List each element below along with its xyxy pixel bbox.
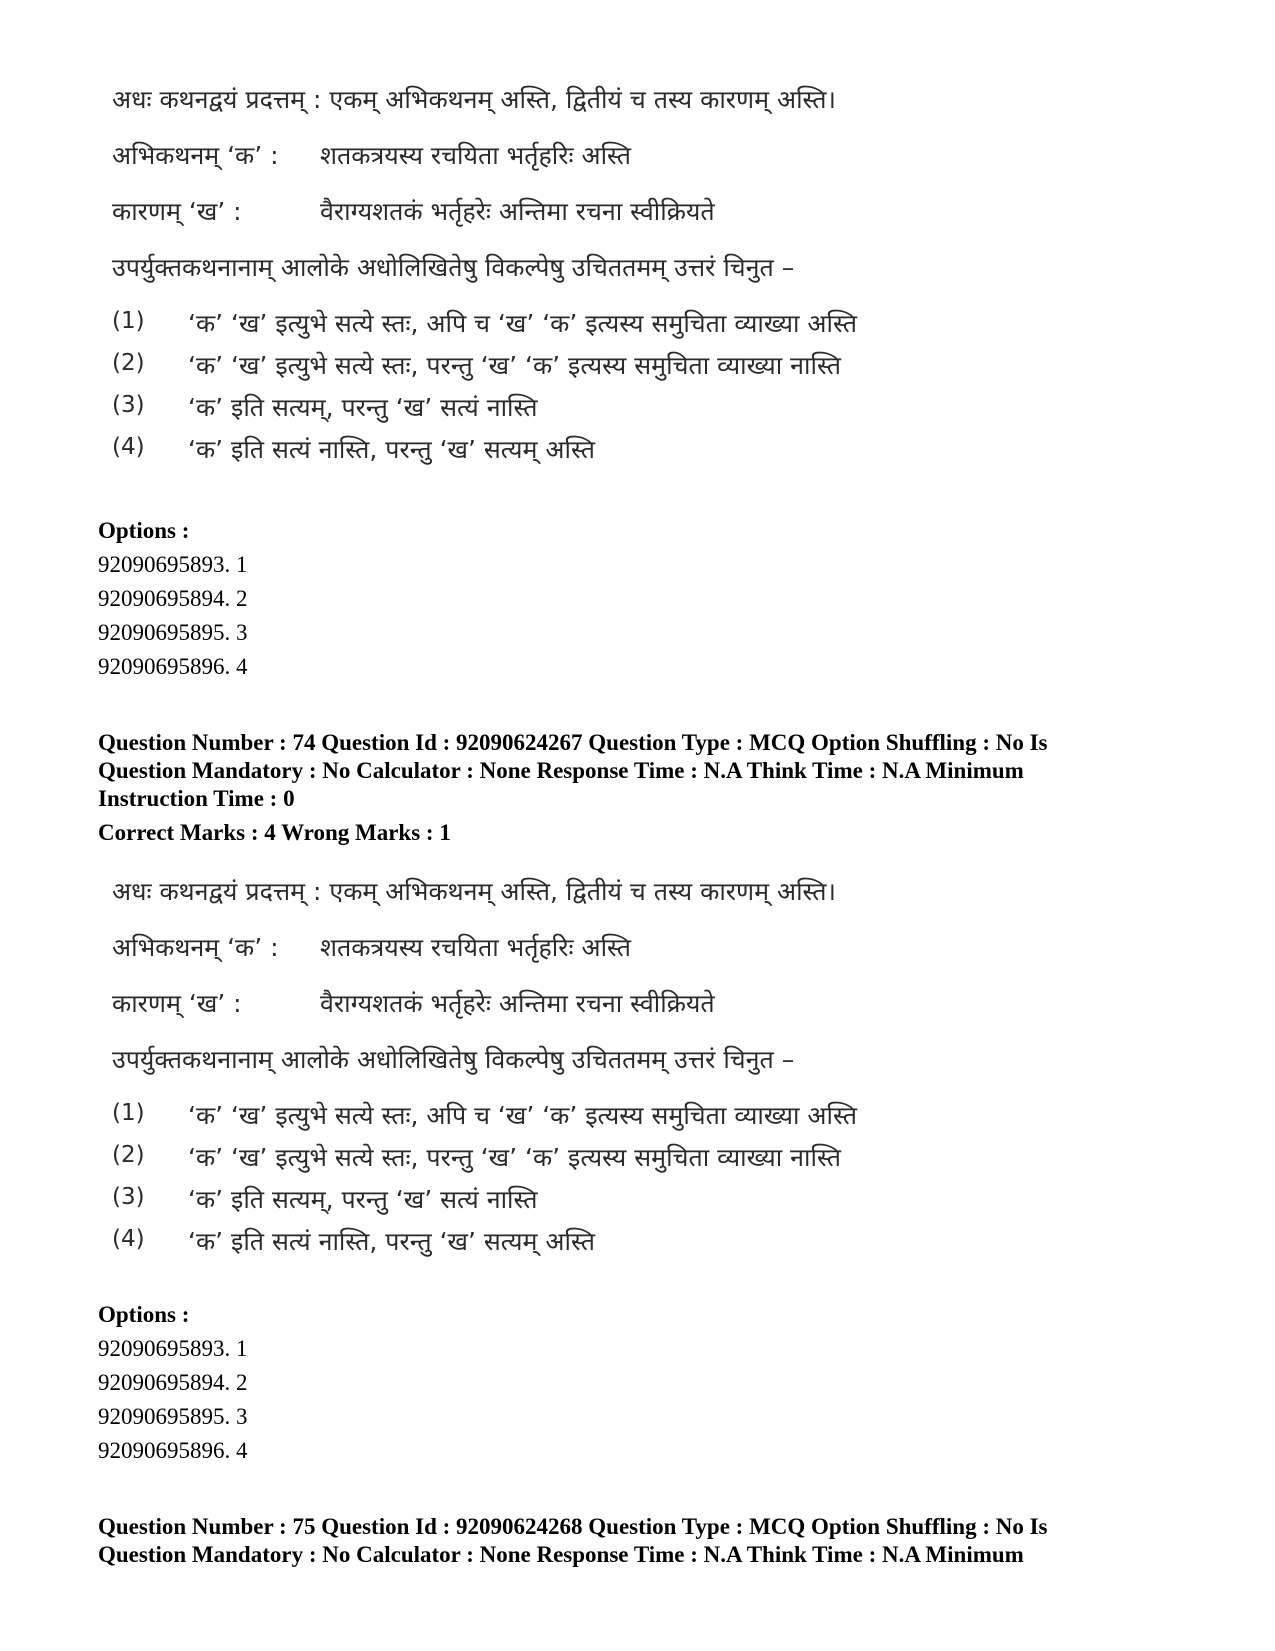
choice-text: ‘क’ इति सत्यं नास्ति, परन्तु ‘ख’ सत्यम् अस्ति	[188, 1227, 595, 1256]
choice-text: ‘क’ इति सत्यम्, परन्तु ‘ख’ सत्यं नास्ति	[188, 1185, 538, 1214]
choice-number: (3)	[112, 1184, 145, 1210]
question-marks: Correct Marks : 4 Wrong Marks : 1	[98, 820, 451, 845]
choice-number: (2)	[112, 350, 145, 376]
option-item: 92090695895. 3	[98, 1404, 248, 1429]
choice-number: (3)	[112, 392, 145, 418]
option-item: 92090695894. 2	[98, 1370, 248, 1395]
question-meta-line: Question Number : 74 Question Id : 92090624267 Question Type : MCQ Option Shuffling : No Is	[98, 730, 1048, 755]
reason-label: कारणम् ‘ख’ :	[112, 989, 242, 1018]
option-item: 92090695895. 3	[98, 620, 248, 645]
reason-text: वैराग्यशतकं भर्तृहरेः अन्तिमा रचना स्वीक्रियते	[320, 197, 715, 226]
question-intro: अधः कथनद्वयं प्रदत्तम् : एकम् अभिकथनम् अस्ति, द्वितीयं च तस्य कारणम् अस्ति।	[112, 85, 837, 114]
choice-number: (1)	[112, 308, 145, 334]
options-heading: Options :	[98, 518, 190, 543]
choice-number: (1)	[112, 1100, 145, 1126]
option-item: 92090695896. 4	[98, 654, 248, 679]
question-meta-line: Question Number : 75 Question Id : 92090624268 Question Type : MCQ Option Shuffling : No Is	[98, 1514, 1048, 1539]
option-item: 92090695893. 1	[98, 1336, 248, 1361]
choice-text: ‘क’ ‘ख’ इत्युभे सत्ये स्तः, परन्तु ‘ख’ ‘क’ इत्यस्य समुचिता व्याख्या नास्ति	[188, 351, 841, 380]
assertion-text: शतकत्रयस्य रचयिता भर्तृहरिः अस्ति	[320, 141, 632, 170]
question-meta-line: Question Mandatory : No Calculator : None Response Time : N.A Think Time : N.A Minimum	[98, 758, 1024, 783]
assertion-label: अभिकथनम् ‘क’ :	[112, 933, 279, 962]
choice-text: ‘क’ ‘ख’ इत्युभे सत्ये स्तः, अपि च ‘ख’ ‘क’ इत्यस्य समुचिता व्याख्या अस्ति	[188, 309, 857, 338]
option-item: 92090695893. 1	[98, 552, 248, 577]
assertion-text: शतकत्रयस्य रचयिता भर्तृहरिः अस्ति	[320, 933, 632, 962]
reason-text: वैराग्यशतकं भर्तृहरेः अन्तिमा रचना स्वीक्रियते	[320, 989, 715, 1018]
question-meta-line: Question Mandatory : No Calculator : None Response Time : N.A Think Time : N.A Minimum	[98, 1542, 1024, 1567]
choice-number: (4)	[112, 434, 145, 460]
assertion-label: अभिकथनम् ‘क’ :	[112, 141, 279, 170]
choice-text: ‘क’ इति सत्यं नास्ति, परन्तु ‘ख’ सत्यम् अस्ति	[188, 435, 595, 464]
option-item: 92090695894. 2	[98, 586, 248, 611]
question-image-2	[112, 874, 972, 1274]
choice-text: ‘क’ ‘ख’ इत्युभे सत्ये स्तः, अपि च ‘ख’ ‘क’ इत्यस्य समुचिता व्याख्या अस्ति	[188, 1101, 857, 1130]
choice-text: ‘क’ ‘ख’ इत्युभे सत्ये स्तः, परन्तु ‘ख’ ‘क’ इत्यस्य समुचिता व्याख्या नास्ति	[188, 1143, 841, 1172]
choice-number: (2)	[112, 1142, 145, 1168]
question-intro: अधः कथनद्वयं प्रदत्तम् : एकम् अभिकथनम् अस्ति, द्वितीयं च तस्य कारणम् अस्ति।	[112, 877, 837, 906]
option-item: 92090695896. 4	[98, 1438, 248, 1463]
question-meta-line: Instruction Time : 0	[98, 786, 295, 811]
question-image-1	[112, 82, 972, 482]
instruction-text: उपर्युक्तकथनानाम् आलोके अधोलिखितेषु विकल्पेषु उचिततमम् उत्तरं चिनुत –	[112, 1045, 795, 1074]
choice-number: (4)	[112, 1226, 145, 1252]
choice-text: ‘क’ इति सत्यम्, परन्तु ‘ख’ सत्यं नास्ति	[188, 393, 538, 422]
reason-label: कारणम् ‘ख’ :	[112, 197, 242, 226]
options-heading: Options :	[98, 1302, 190, 1327]
instruction-text: उपर्युक्तकथनानाम् आलोके अधोलिखितेषु विकल्पेषु उचिततमम् उत्तरं चिनुत –	[112, 253, 795, 282]
